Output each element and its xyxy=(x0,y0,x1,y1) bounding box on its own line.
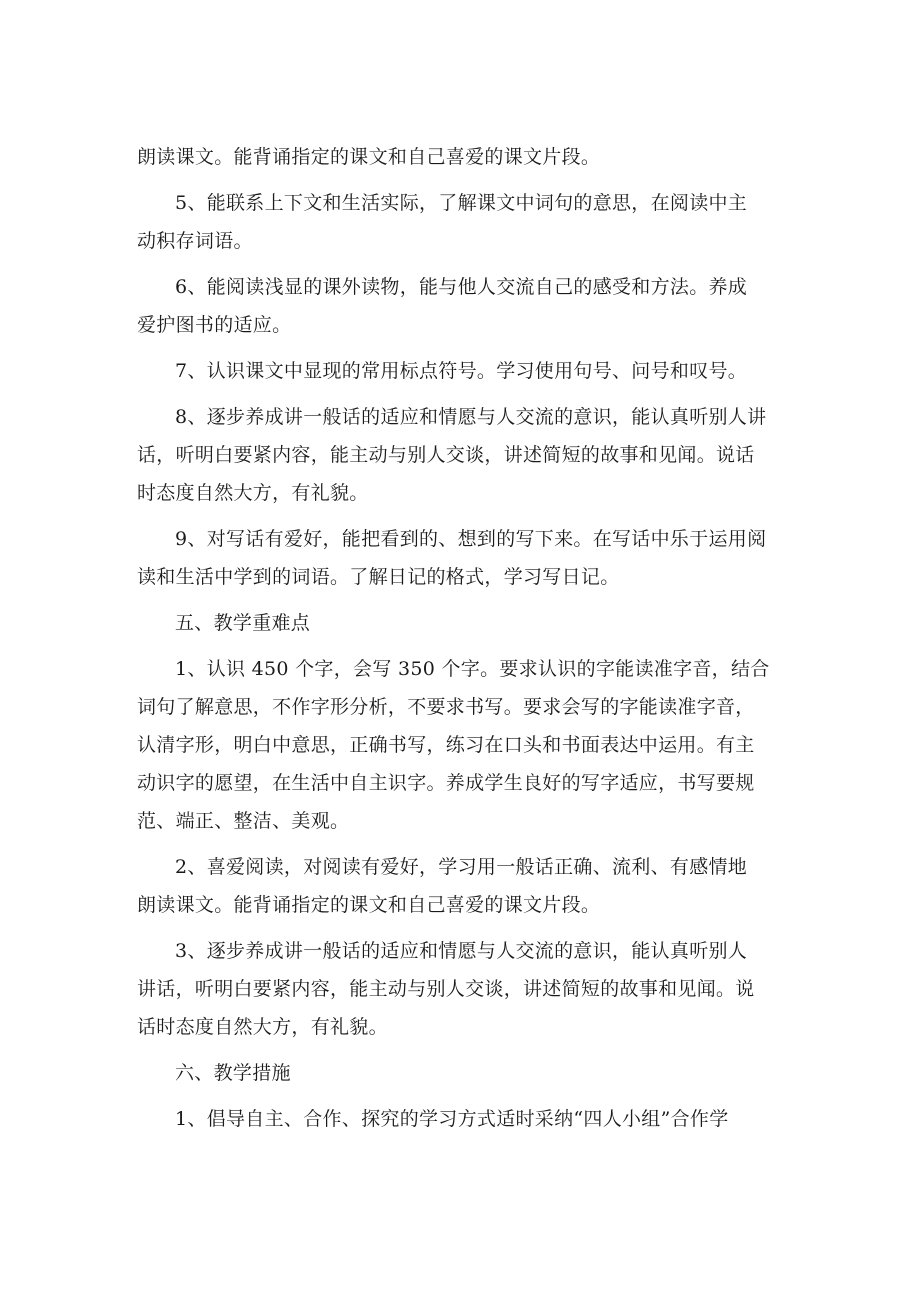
paragraph xyxy=(137,848,777,924)
text-line: 动积存词语。 xyxy=(137,230,253,252)
paragraph xyxy=(137,932,777,1046)
text-line: 3、逐步养成讲一般话的适应和情愿与人交流的意识，能认真听别人 xyxy=(175,940,748,962)
text-line: 5、能联系上下文和生活实际，了解课文中词句的意思，在阅读中主 xyxy=(175,192,748,214)
text-line: 8、逐步养成讲一般话的适应和情愿与人交流的意识，能认真听别人讲 xyxy=(175,406,767,428)
text-line: 认清字形，明白中意思，正确书写，练习在口头和书面表达中运用。有主 xyxy=(137,734,755,756)
text-line: 讲话，听明白要紧内容，能主动与别人交谈，讲述简短的故事和见闻。说 xyxy=(137,978,755,1000)
paragraph xyxy=(137,138,777,176)
paragraph xyxy=(137,1100,777,1138)
section-heading xyxy=(137,1054,777,1092)
text-line: 词句了解意思，不作字形分析，不要求书写。要求会写的字能读准字音， xyxy=(137,696,755,718)
paragraph xyxy=(137,352,777,390)
text-line: 1、倡导自主、合作、探究的学习方式适时采纳“四人小组”合作学 xyxy=(175,1108,729,1130)
text-line: 话时态度自然大方，有礼貌。 xyxy=(137,1016,388,1038)
text-line: 爱护图书的适应。 xyxy=(137,314,292,336)
text-line: 6、能阅读浅显的课外读物，能与他人交流自己的感受和方法。养成 xyxy=(175,276,748,298)
paragraph xyxy=(137,650,777,840)
text-line: 1、认识 450 个字，会写 350 个字。要求认识的字能读准字音，结合 xyxy=(175,658,770,680)
text-line: 2、喜爱阅读，对阅读有爱好，学习用一般话正确、流利、有感情地 xyxy=(175,856,748,878)
paragraph xyxy=(137,398,777,512)
text-line: 7、认识课文中显现的常用标点符号。学习使用句号、问号和叹号。 xyxy=(175,360,748,382)
text-line: 读和生活中学到的词语。了解日记的格式，学习写日记。 xyxy=(137,566,620,588)
section-heading xyxy=(137,604,777,642)
text-line: 时态度自然大方，有礼貌。 xyxy=(137,482,369,504)
paragraph xyxy=(137,184,777,260)
text-line: 五、教学重难点 xyxy=(175,612,311,634)
document-body xyxy=(137,138,777,1146)
text-line: 动识字的愿望，在生活中自主识字。养成学生良好的写字适应，书写要规 xyxy=(137,772,755,794)
paragraph xyxy=(137,268,777,344)
text-line: 六、教学措施 xyxy=(175,1062,291,1084)
text-line: 9、对写话有爱好，能把看到的、想到的写下来。在写话中乐于运用阅 xyxy=(175,528,767,550)
text-line: 话，听明白要紧内容，能主动与别人交谈，讲述简短的故事和见闻。说话 xyxy=(137,444,755,466)
text-line: 朗读课文。能背诵指定的课文和自己喜爱的课文片段。 xyxy=(137,894,601,916)
text-line: 朗读课文。能背诵指定的课文和自己喜爱的课文片段。 xyxy=(137,146,601,168)
text-line: 范、端正、整洁、美观。 xyxy=(137,810,350,832)
paragraph xyxy=(137,520,777,596)
